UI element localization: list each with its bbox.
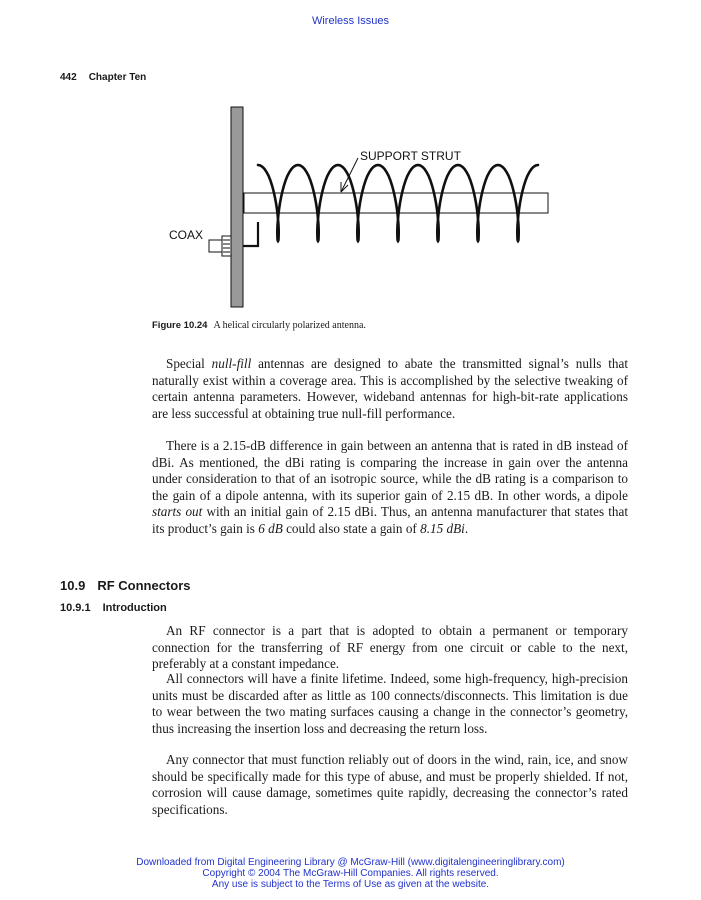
running-header-link[interactable]: Wireless Issues: [311, 15, 390, 27]
figure-caption-text: A helical circularly polarized antenna.: [213, 320, 366, 331]
running-head: [60, 72, 146, 83]
text-emphasis: 6 dB: [258, 520, 283, 536]
feed-wire: [243, 222, 258, 246]
page-footer: [0, 857, 701, 890]
coax-label: COAX: [169, 228, 204, 242]
text-run: .: [464, 520, 469, 536]
footer-line: Downloaded from Digital Engineering Library @ McGraw-Hill (www.digitalengineeringlibrary.com): [136, 857, 565, 868]
connector-flange: [222, 236, 231, 256]
paragraph-outdoor-connector: Any connector that must function reliably out of doors in the wind, rain, ice, and snow should be specifically made for this type of abuse, and must be properly shielded. If not, corrosion will cause damage, sometimes quite rapidly, decreasing the connector’s rated specifications.: [152, 752, 628, 817]
page-number: 442: [60, 72, 77, 83]
subsection-number: 10.9.1: [60, 602, 91, 614]
coax-connector: [209, 240, 223, 252]
text-emphasis: 8.15 dBi: [420, 520, 465, 536]
subsection-title: Introduction: [102, 602, 167, 614]
text-run: could also state a gain of: [282, 520, 421, 536]
section-number: 10.9: [60, 578, 86, 593]
paragraph-connector-lifetime: All connectors will have a finite lifetime. Indeed, some high-frequency, high-precision units must be discarded after as little as 100 connects/disconnects. This limitation is due to wear between the two mating surfaces causing a change in the connector’s geometry, thus increasing the insertion loss and decreasing the return loss.: [152, 671, 628, 736]
paragraph-null-fill: [152, 356, 628, 422]
figure-caption: [152, 320, 366, 331]
footer-line: Any use is subject to the Terms of Use as given at the website.: [211, 879, 490, 890]
paragraph-gain-difference: [152, 438, 628, 538]
ground-plane: [231, 107, 243, 307]
arrow-head-icon: [341, 182, 348, 192]
section-title: RF Connectors: [97, 578, 191, 593]
section-heading: [60, 578, 190, 593]
subsection-heading: [60, 602, 167, 614]
text-emphasis: null-fill: [211, 356, 252, 371]
text-emphasis: starts out: [152, 504, 203, 520]
figure-caption-label: Figure 10.24: [152, 320, 208, 331]
helical-antenna-figure: [160, 100, 580, 315]
text-run: antennas are designed to abate the transmitted signal’s nulls that naturally exist within a coverage area. This is accomplished by the selective tweaking of certain antenna parameters. However, wideband antennas for high-bit-rate applications are less successful at obtaining true null-fill performance.: [152, 356, 628, 421]
text-run: with an initial gain of 2.15 dBi. Thus, an antenna manufacturer that states that its product’s gain is: [152, 504, 628, 536]
chapter-title: Chapter Ten: [88, 72, 147, 83]
text-run: Special: [166, 356, 212, 371]
footer-line: Copyright © 2004 The McGraw-Hill Companies. All rights reserved.: [202, 868, 499, 879]
support-strut-label: SUPPORT STRUT: [360, 149, 461, 163]
paragraph-rf-connector: An RF connector is a part that is adopted to obtain a permanent or temporary connection for the transferring of RF energy from one circuit or cable to the next, preferably at a constant impedance.: [152, 623, 628, 672]
text-run: There is a 2.15-dB difference in gain between an antenna that is rated in dB instead of dBi. As mentioned, the dBi rating is comparing the increase in gain over the antenna under consideration to that of an isotropic source, while the dB rating is a comparison to the gain of a dipole antenna, with its superior gain of 2.15 dB. In other words, a dipole: [152, 438, 628, 503]
